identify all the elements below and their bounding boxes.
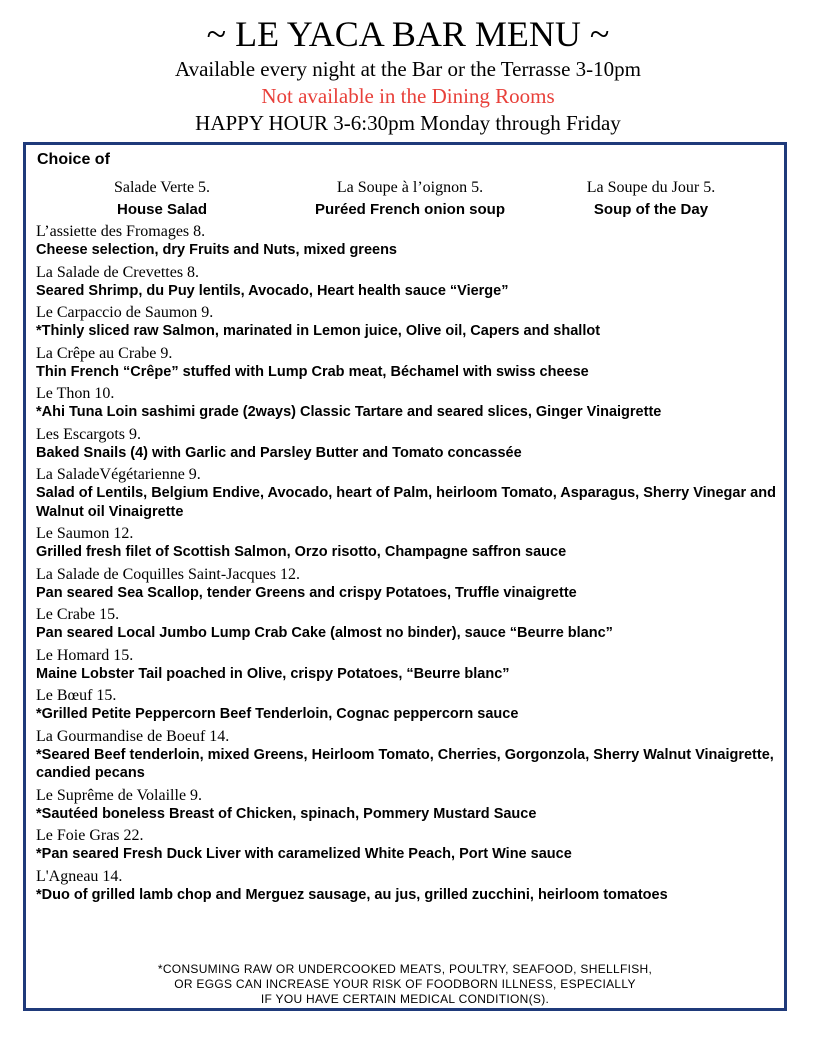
- disclaimer-line: IF YOU HAVE CERTAIN MEDICAL CONDITION(S).: [260, 992, 550, 1006]
- menu-item-name: La Crêpe au Crabe 9.: [36, 344, 173, 362]
- menu-item-description: Baked Snails (4) with Garlic and Parsley Butter and Tomato concassée: [36, 444, 522, 461]
- menu-item: [36, 826, 781, 864]
- menu-item-name: L’assiette des Fromages 8.: [36, 223, 206, 240]
- menu-item-description: *Seared Beef tenderloin, mixed Greens, Heirloom Tomato, Cherries, Gorgonzola, Sherry Walnut Vinaigrette, candied pecans: [36, 746, 774, 781]
- menu-item: [36, 303, 781, 341]
- menu-item: [36, 344, 781, 382]
- menu-item: [36, 867, 781, 905]
- choice-option-french: La Soupe à l’oignon 5.: [336, 179, 484, 196]
- page-title: ~ LE YACA BAR MENU ~: [206, 14, 610, 54]
- choice-option-french: Salade Verte 5.: [113, 179, 211, 196]
- menu-item-description: *Ahi Tuna Loin sashimi grade (2ways) Classic Tartare and seared slices, Ginger Vinaigrette: [36, 404, 662, 420]
- menu-item-name: L'Agneau 14.: [36, 867, 123, 885]
- food-safety-disclaimer: [26, 962, 784, 1007]
- menu-item-name: Le Foie Gras 22.: [36, 827, 144, 844]
- menu-item-description: Pan seared Local Jumbo Lump Crab Cake (almost no binder), sauce “Beurre blanc”: [36, 625, 613, 641]
- menu-item-description: *Sautéed boneless Breast of Chicken, spinach, Pommery Mustard Sauce: [36, 805, 537, 822]
- happy-hour-text: HAPPY HOUR 3-6:30pm Monday through Friday: [195, 111, 621, 135]
- menu-item-description: Maine Lobster Tail poached in Olive, crispy Potatoes, “Beurre blanc”: [36, 665, 510, 682]
- choice-option-english: Puréed French onion soup: [314, 201, 505, 218]
- availability-text: Available every night at the Bar or the Terrasse 3-10pm: [174, 57, 641, 81]
- menu-item-name: Le Saumon 12.: [36, 525, 134, 542]
- menu-item-description: *Thinly sliced raw Salmon, marinated in Lemon juice, Olive oil, Capers and shallot: [36, 323, 601, 339]
- choice-label: Choice of: [37, 151, 110, 168]
- choice-option-english: House Salad: [116, 201, 208, 218]
- menu-item-name: La Salade de Coquilles Saint-Jacques 12.: [36, 565, 300, 583]
- choice-option-onion-soup: [280, 178, 540, 220]
- menu-item: [36, 565, 781, 603]
- menu-item: [36, 605, 781, 643]
- menu-item: [36, 524, 781, 562]
- choice-option-french: La Soupe du Jour 5.: [586, 179, 716, 196]
- menu-item: [36, 727, 781, 783]
- menu-item-description: Salad of Lentils, Belgium Endive, Avocado, heart of Palm, heirloom Tomato, Asparagus, Sherry Vinegar and Walnut oil Vinaigrette: [36, 485, 776, 520]
- menu-item: [36, 465, 781, 521]
- menu-item-name: Le Bœuf 15.: [36, 687, 117, 704]
- menu-item-description: *Duo of grilled lamb chop and Merguez sausage, au jus, grilled zucchini, heirloom tomatoes: [36, 886, 668, 903]
- menu-item-name: La Salade de Crevettes 8.: [36, 263, 200, 281]
- menu-item: [36, 263, 781, 301]
- menu-item: [36, 222, 781, 260]
- menu-item-description: Grilled fresh filet of Scottish Salmon, Orzo risotto, Champagne saffron sauce: [36, 544, 567, 560]
- menu-item-name: La Gourmandise de Boeuf 14.: [36, 727, 230, 745]
- menu-item: [36, 425, 781, 463]
- menu-item-description: Thin French “Crêpe” stuffed with Lump Crab meat, Béchamel with swiss cheese: [36, 363, 589, 380]
- menu-item-description: Seared Shrimp, du Puy lentils, Avocado, Heart health sauce “Vierge”: [36, 282, 509, 299]
- choice-option-english: Soup of the Day: [593, 201, 709, 218]
- menu-item-name: Les Escargots 9.: [36, 425, 142, 443]
- menu-item-description: *Grilled Petite Peppercorn Beef Tenderloin, Cognac peppercorn sauce: [36, 706, 519, 722]
- menu-item-description: Pan seared Sea Scallop, tender Greens and crispy Potatoes, Truffle vinaigrette: [36, 584, 577, 601]
- menu-item: [36, 384, 781, 422]
- choice-option-salad: [32, 178, 292, 220]
- disclaimer-line: *CONSUMING RAW OR UNDERCOOKED MEATS, POULTRY, SEAFOOD, SHELLFISH,: [157, 962, 653, 976]
- menu-items-list: [36, 222, 781, 907]
- menu-item: [36, 786, 781, 824]
- menu-item: [36, 686, 781, 724]
- menu-box: [23, 142, 787, 1011]
- menu-item-description: Cheese selection, dry Fruits and Nuts, mixed greens: [36, 242, 397, 258]
- menu-item-name: Le Homard 15.: [36, 646, 134, 664]
- disclaimer-line: OR EGGS CAN INCREASE YOUR RISK OF FOODBORN ILLNESS, ESPECIALLY: [174, 977, 636, 991]
- menu-item-name: La SaladeVégétarienne 9.: [36, 466, 201, 483]
- menu-item-name: Le Suprême de Volaille 9.: [36, 786, 203, 804]
- menu-item-description: *Pan seared Fresh Duck Liver with caramelized White Peach, Port Wine sauce: [36, 846, 572, 862]
- choice-option-soup-of-day: [521, 178, 781, 220]
- menu-item-name: Le Thon 10.: [36, 385, 115, 402]
- menu-item-name: Le Crabe 15.: [36, 606, 120, 623]
- dining-room-notice: Not available in the Dining Rooms: [261, 84, 555, 108]
- menu-item: [36, 646, 781, 684]
- menu-item-name: Le Carpaccio de Saumon 9.: [36, 304, 214, 321]
